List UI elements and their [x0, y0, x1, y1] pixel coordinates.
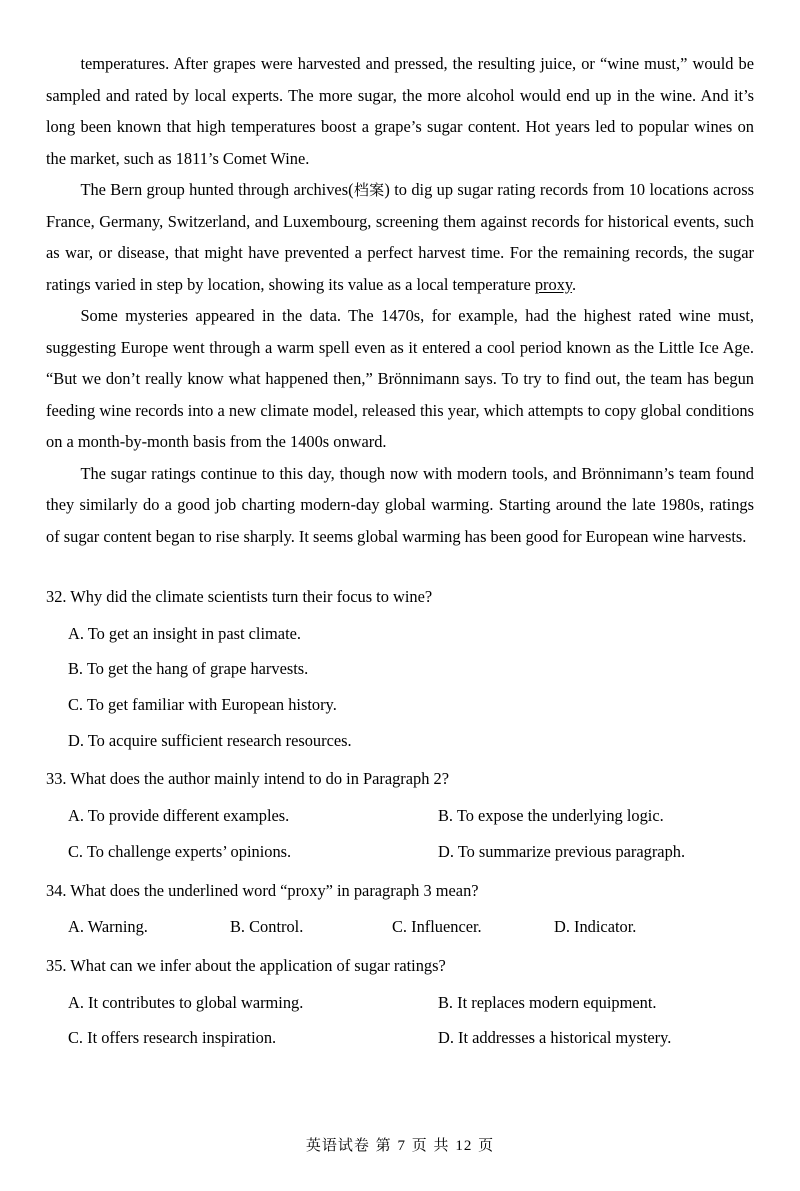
question-35-option-b[interactable]: B. It replaces modern equipment. [438, 992, 657, 1012]
paragraph-2-chinese-gloss: 档案 [353, 181, 385, 199]
paragraph-2-post: . [572, 274, 577, 294]
passage-paragraph-3: Some mysteries appeared in the data. The 1470s, for example, had the highest rated wine must, suggesting Europe went through a warm spell even as it entered a cool period known as the Little Ice Age. “But we don’t really know what happened then,” Brönnimann says. To try to find out, the team has begun feeding wine records into a new climate model, released this year, which attempts to copy global conditions on a month-by-month basis from the 1400s onward. [46, 306, 754, 451]
passage-paragraph-4: The sugar ratings continue to this day, though now with modern tools, and Brönnimann’s team found they similarly do a good job charting modern-day global warming. Starting around the late 1980s, ratings of sugar content began to rise sharply. It seems global warming has been good for European wine harvests. [46, 463, 754, 546]
passage-paragraph-2 [46, 174, 754, 300]
question-35 [46, 947, 754, 1056]
question-35-options-row-2 [46, 1020, 754, 1056]
paragraph-2-pre: The Bern group hunted through archives( [80, 180, 354, 199]
question-34-options-row [46, 909, 754, 945]
question-32 [46, 578, 754, 758]
question-32-option-c[interactable]: C. To get familiar with European history. [68, 695, 337, 715]
footer-page-number: 7 [397, 1138, 406, 1154]
question-35-option-a[interactable]: A. It contributes to global warming. [68, 992, 304, 1012]
question-34 [46, 872, 754, 945]
question-35-stem: 35. What can we infer about the application of sugar ratings? [46, 955, 446, 975]
question-33-stem: 33. What does the author mainly intend to do in Paragraph 2? [46, 769, 449, 789]
footer-total-unit: 页 [478, 1136, 495, 1154]
question-33-options-row-2 [46, 834, 754, 870]
question-35-option-c[interactable]: C. It offers research inspiration. [68, 1028, 277, 1048]
question-33-option-d[interactable]: D. To summarize previous paragraph. [438, 841, 686, 861]
underlined-word-proxy: proxy [534, 274, 573, 294]
footer-total-number: 12 [455, 1138, 473, 1154]
question-32-option-b[interactable]: B. To get the hang of grape harvests. [68, 659, 309, 679]
question-34-option-c[interactable]: C. Influencer. [392, 917, 482, 937]
question-33-options-row-1 [46, 798, 754, 834]
footer-total-label: 共 [433, 1136, 450, 1154]
question-35-options-row-1 [46, 985, 754, 1021]
question-33-option-a[interactable]: A. To provide different examples. [68, 806, 290, 826]
footer-page-label: 第 [375, 1136, 392, 1154]
question-32-option-d[interactable]: D. To acquire sufficient research resources. [68, 730, 352, 750]
question-list [46, 578, 754, 1056]
question-33-option-c[interactable]: C. To challenge experts’ opinions. [68, 841, 292, 861]
question-32-option-a[interactable]: A. To get an insight in past climate. [68, 623, 301, 643]
footer-page-unit: 页 [411, 1136, 428, 1154]
question-35-option-d[interactable]: D. It addresses a historical mystery. [438, 1028, 672, 1048]
question-34-option-d[interactable]: D. Indicator. [554, 917, 637, 937]
question-34-stem: 34. What does the underlined word “proxy” in paragraph 3 mean? [46, 880, 479, 900]
question-33-option-b[interactable]: B. To expose the underlying logic. [438, 806, 664, 826]
passage-paragraph-1: temperatures. After grapes were harvested and pressed, the resulting juice, or “wine must,” would be sampled and rated by local experts. The more sugar, the more alcohol would end up in the wine. And it’s long been known that high temperatures boost a grape’s sugar content. Hot years led to popular wines on the market, such as 1811’s Comet Wine. [46, 54, 754, 168]
reading-passage [46, 48, 754, 552]
page-footer [0, 1134, 800, 1155]
question-34-option-a[interactable]: A. Warning. [68, 917, 148, 937]
question-34-option-b[interactable]: B. Control. [230, 917, 304, 937]
paragraph-2-mid: ) to dig up sugar rating records from 10 locations across France, Germany, Switzerland, and Luxembourg, screening them against records for historical events, such as war, or disease, that might have prevented a perfect harvest time. For the remaining records, the sugar ratings varied in step by location, showing its value as a local temperature [46, 180, 754, 294]
footer-subject: 英语试卷 [305, 1136, 370, 1154]
question-33 [46, 760, 754, 869]
question-32-stem: 32. Why did the climate scientists turn their focus to wine? [46, 587, 433, 606]
